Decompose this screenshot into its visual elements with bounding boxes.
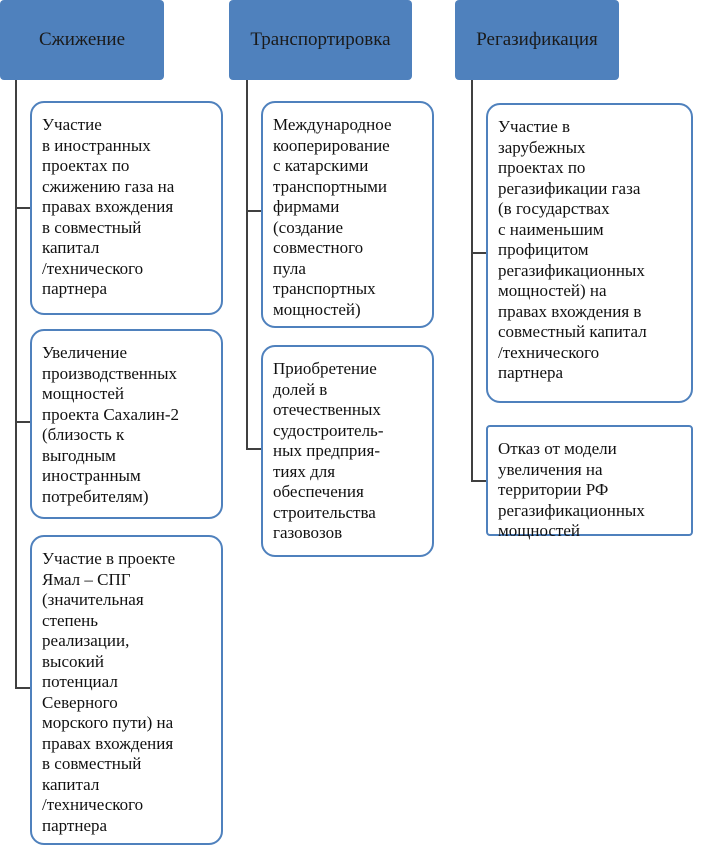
liquefaction-item-sakhalin: Увеличение производственных мощностей проекта Сахалин-2 (близость к выгодным иностранным потребителям)	[30, 329, 223, 519]
connector-line-transportation	[246, 80, 248, 450]
liquefaction-item-foreign-projects: Участие в иностранных проектах по сжижению газа на правах вхождения в совместный капитал /технического партнера	[30, 101, 223, 315]
regasification-item-refusal: Отказ от модели увеличения на территории РФ регазификационных мощностей	[486, 425, 693, 536]
liquefaction-item-yamal: Участие в проекте Ямал – СПГ (значительная степень реализации, высокий потенциал Северного морского пути) на правах вхождения в совместный капитал /технического партнера	[30, 535, 223, 845]
header-transportation: Транспортировка	[229, 0, 412, 80]
connector-line-liquefaction	[15, 80, 17, 689]
regasification-item-foreign-projects: Участие в зарубежных проектах по регазификации газа (в государствах с наименьшим профицитом регазификационных мощностей) на правах вхождения в совместный капитал /технического партнера	[486, 103, 693, 403]
transportation-item-qatar: Международное кооперирование с катарскими транспортными фирмами (создание совместного пула транспортных мощностей)	[261, 101, 434, 328]
header-liquefaction: Сжижение	[0, 0, 164, 80]
connector-line-regasification	[471, 80, 473, 482]
header-regasification: Регазификация	[455, 0, 619, 80]
transportation-item-shipbuilding: Приобретение долей в отечественных судостроитель- ных предприя- тиях для обеспечения строительства газовозов	[261, 345, 434, 557]
